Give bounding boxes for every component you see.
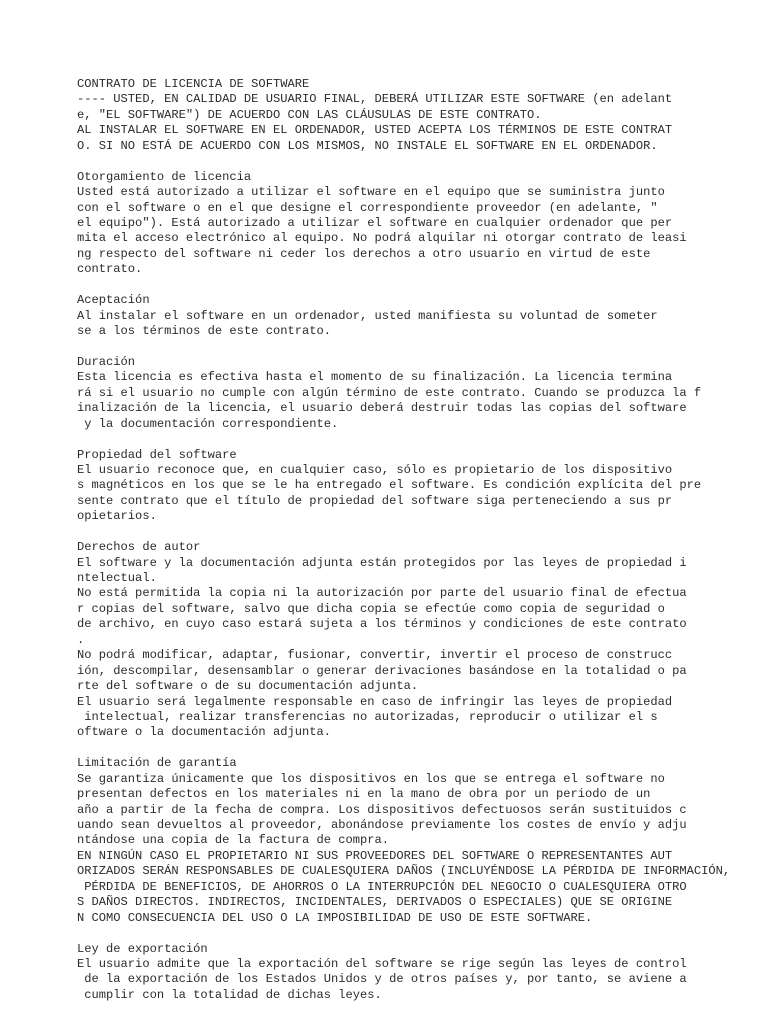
document-line: Esta licencia es efectiva hasta el momento de su finalización. La licencia termina — [77, 370, 673, 385]
document-line: rte del software o de su documentación adjunta. — [77, 679, 419, 694]
document-line: intelectual, realizar transferencias no autorizadas, reproducir o utilizar el s — [77, 709, 658, 724]
document-line: uando sean devueltos al proveedor, abonándose previamente los costes de envío y adju — [77, 818, 687, 832]
blank-line — [77, 741, 767, 756]
blank-line — [77, 926, 767, 941]
document-line: No está permitida la copia ni la autorización por parte del usuario final de efectua — [77, 586, 687, 601]
document-line: inalización de la licencia, el usuario deberá destruir todas las copias del software — [77, 401, 687, 416]
document-line: El software y la documentación adjunta están protegidos por las leyes de propiedad i — [77, 555, 687, 570]
document-line: El usuario será legalmente responsable en caso de infringir las leyes de propiedad — [77, 694, 673, 709]
document-line: No podrá modificar, adaptar, fusionar, convertir, invertir el proceso de construcc — [77, 648, 673, 663]
document-line: rá si el usuario no cumple con algún término de este contrato. Cuando se produzca la f — [77, 385, 702, 400]
document-line: opietarios. — [77, 509, 157, 524]
contract-document — [77, 77, 767, 1003]
document-line: Usted está autorizado a utilizar el software en el equipo que se suministra junto — [77, 185, 665, 200]
document-line: Ley de exportación — [77, 941, 208, 956]
document-line: contrato. — [77, 262, 143, 277]
document-line: con el software o en el que designe el correspondiente proveedor (en adelante, " — [77, 200, 658, 215]
document-line: EN NINGÚN CASO EL PROPIETARIO NI SUS PROVEEDORES DEL SOFTWARE O REPRESENTANTES AUT — [77, 848, 673, 863]
document-line: ORIZADOS SERÁN RESPONSABLES DE CUALESQUIERA DAÑOS (INCLUYÉNDOSE LA PÉRDIDA DE INFORMACIÓN, — [77, 864, 731, 879]
document-line: ntelectual. — [77, 571, 157, 585]
document-line: Derechos de autor — [77, 540, 201, 555]
blank-line — [77, 339, 767, 354]
document-line: CONTRATO DE LICENCIA DE SOFTWARE — [77, 77, 310, 91]
document-line: ng respecto del software ni ceder los derechos a otro usuario en virtud de este — [77, 246, 651, 261]
document-line: cumplir con la totalidad de dichas leyes. — [77, 987, 382, 1002]
blank-line — [77, 154, 767, 169]
document-line: de la exportación de los Estados Unidos y de otros países y, por tanto, se aviene a — [77, 972, 687, 987]
document-line: O. SI NO ESTÁ DE ACUERDO CON LOS MISMOS, NO INSTALE EL SOFTWARE EN EL ORDENADOR. — [77, 138, 658, 153]
document-line: s magnéticos en los que se le ha entregado el software. Es condición explícita del pre — [77, 478, 702, 493]
blank-line — [77, 278, 767, 293]
document-line: Propiedad del software — [77, 447, 237, 462]
document-line: El usuario reconoce que, en cualquier caso, sólo es propietario de los dispositivo — [77, 462, 673, 477]
document-line: de archivo, en cuyo caso estará sujeta a los términos y condiciones de este contrato — [77, 617, 687, 632]
document-line: N COMO CONSECUENCIA DEL USO O LA IMPOSIBILIDAD DE USO DE ESTE SOFTWARE. — [77, 910, 593, 925]
document-line: ntándose una copia de la factura de compra. — [77, 833, 390, 848]
document-line: Se garantiza únicamente que los dispositivos en los que se entrega el software no — [77, 771, 665, 786]
document-line: . — [77, 632, 85, 647]
document-line: Aceptación — [77, 293, 150, 308]
document-line: S DAÑOS DIRECTOS. INDIRECTOS, INCIDENTALES, DERIVADOS O ESPECIALES) QUE SE ORIGINE — [77, 895, 673, 910]
document-line: El usuario admite que la exportación del software se rige según las leyes de control — [77, 956, 687, 971]
document-line: oftware o la documentación adjunta. — [77, 725, 332, 740]
document-line: se a los términos de este contrato. — [77, 324, 332, 338]
document-line: Limitación de garantía — [77, 756, 237, 771]
document-line: el equipo"). Está autorizado a utilizar el software en cualquier ordenador que per — [77, 215, 673, 230]
document-line: r copias del software, salvo que dicha copia se efectúe como copia de seguridad o — [77, 601, 665, 616]
document-line: Duración — [77, 354, 136, 369]
document-line: presentan defectos en los materiales ni en la mano de obra por un periodo de un — [77, 787, 651, 802]
document-line: AL INSTALAR EL SOFTWARE EN EL ORDENADOR, USTED ACEPTA LOS TÉRMINOS DE ESTE CONTRAT — [77, 123, 673, 138]
blank-line — [77, 432, 767, 447]
blank-line — [77, 525, 767, 540]
document-line: PÉRDIDA DE BENEFICIOS, DE AHORROS O LA INTERRUPCIÓN DEL NEGOCIO O CUALESQUIERA OTRO — [77, 879, 687, 894]
document-line: ión, descompilar, desensamblar o generar derivaciones basándose en la totalidad o pa — [77, 663, 687, 678]
document-line: año a partir de la fecha de compra. Los dispositivos defectuosos serán sustituidos c — [77, 802, 687, 817]
document-line: Otorgamiento de licencia — [77, 169, 252, 184]
document-line: Al instalar el software en un ordenador, usted manifiesta su voluntad de someter — [77, 308, 658, 323]
document-line: e, "EL SOFTWARE") DE ACUERDO CON LAS CLÁUSULAS DE ESTE CONTRATO. — [77, 107, 542, 122]
document-line: ---- USTED, EN CALIDAD DE USUARIO FINAL, DEBERÁ UTILIZAR ESTE SOFTWARE (en adelant — [77, 92, 673, 107]
document-line: y la documentación correspondiente. — [77, 416, 339, 431]
document-line: sente contrato que el título de propiedad del software siga perteneciendo a sus pr — [77, 493, 673, 508]
document-line: mita el acceso electrónico al equipo. No podrá alquilar ni otorgar contrato de leasi — [77, 231, 687, 246]
